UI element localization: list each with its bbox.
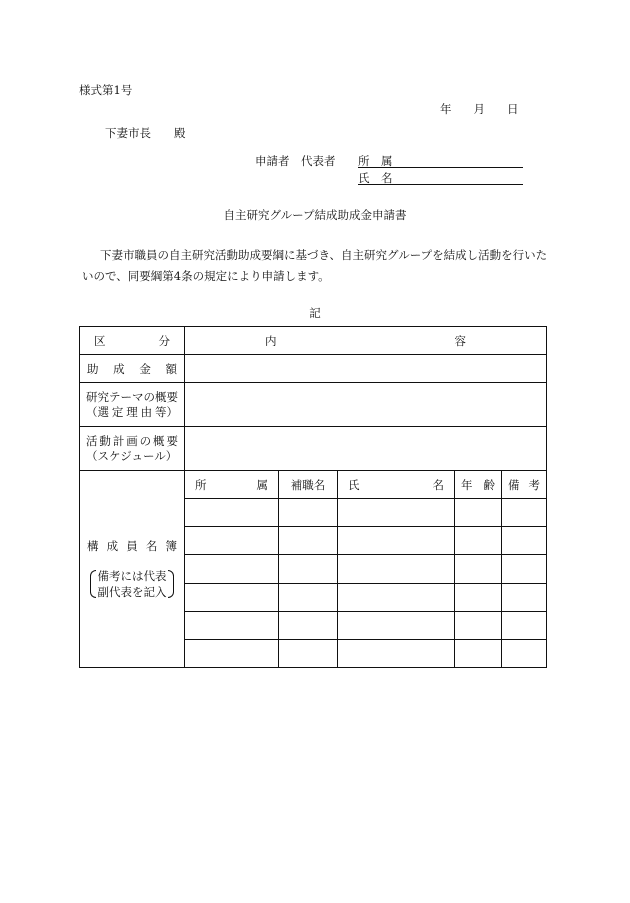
member-remarks-cell[interactable] [502, 639, 547, 667]
table-row [80, 383, 547, 427]
research-theme-char: 等） [155, 404, 178, 419]
member-remarks-cell[interactable] [502, 583, 547, 611]
members-note-line1: 備考には代表 [97, 569, 167, 583]
member-affiliation-cell[interactable] [185, 639, 279, 667]
members-label-char: 成 [106, 539, 119, 553]
col-name-char: 氏 [348, 477, 360, 492]
date-line [440, 101, 519, 117]
member-job-title-cell[interactable] [279, 611, 338, 639]
grant-amount-label [80, 355, 185, 383]
member-affiliation-cell[interactable] [185, 555, 279, 583]
col-age-char: 年 [461, 477, 473, 492]
member-age-cell[interactable] [455, 499, 502, 527]
members-row [80, 471, 547, 668]
activity-plan-label [80, 427, 185, 471]
member-remarks-cell[interactable] [502, 611, 547, 639]
research-theme-line1: 研究テーマの概要 [86, 389, 178, 404]
member-row [185, 555, 546, 583]
col-name-char: 名 [432, 477, 444, 492]
member-name-cell[interactable] [338, 583, 455, 611]
application-table [79, 326, 547, 668]
member-row [185, 527, 546, 555]
grant-amount-field[interactable] [185, 355, 547, 383]
date-year: 年 [440, 102, 452, 116]
member-job-title-cell[interactable] [279, 527, 338, 555]
activity-plan-char: 画 [126, 433, 138, 448]
members-header-row [185, 471, 546, 499]
col-name-header [338, 471, 455, 499]
activity-plan-field[interactable] [185, 427, 547, 471]
member-name-cell[interactable] [338, 499, 455, 527]
col-affiliation-char: 属 [256, 477, 268, 492]
col-affiliation-header [185, 471, 279, 499]
member-affiliation-cell[interactable] [185, 499, 279, 527]
name-label: 氏 名 [358, 171, 393, 185]
col-age-header [455, 471, 502, 499]
document-body: 下妻市職員の自主研究活動助成要綱に基づき、自主研究グループを結成し活動を行いたいので、同要綱第4条の規定により申請します。 [82, 248, 548, 283]
addressee: 下妻市長 殿 [105, 126, 186, 140]
member-job-title-cell[interactable] [279, 639, 338, 667]
grant-amount-char: 金 [139, 361, 151, 376]
members-list-cell [185, 471, 547, 668]
activity-plan-char: 動 [99, 433, 111, 448]
member-name-cell[interactable] [338, 639, 455, 667]
col-remarks-header [502, 471, 547, 499]
activity-plan-char: 概 [153, 433, 165, 448]
member-age-cell[interactable] [455, 639, 502, 667]
member-affiliation-cell[interactable] [185, 583, 279, 611]
name-field [358, 170, 523, 185]
member-row [185, 611, 546, 639]
member-name-cell[interactable] [338, 527, 455, 555]
category-header-char: 区 [94, 333, 106, 348]
members-label-char: 員 [126, 539, 138, 553]
content-header-char: 内 [265, 333, 277, 348]
table-row [80, 355, 547, 383]
members-note-line2: 副代表を記入 [97, 585, 167, 599]
research-theme-char: 理 [126, 404, 138, 419]
affiliation-field [358, 153, 523, 168]
member-name-cell[interactable] [338, 611, 455, 639]
member-row [185, 499, 546, 527]
grant-amount-char: 成 [113, 361, 125, 376]
table-row [80, 427, 547, 471]
member-remarks-cell[interactable] [502, 499, 547, 527]
content-header-char: 容 [454, 333, 466, 348]
document-title: 自主研究グループ結成助成金申請書 [223, 208, 407, 222]
col-affiliation-char: 所 [195, 477, 207, 492]
applicant-label: 申請者 代表者 [255, 154, 336, 168]
grant-amount-char: 助 [87, 361, 99, 376]
category-header [80, 327, 185, 355]
member-remarks-cell[interactable] [502, 555, 547, 583]
members-table [185, 471, 546, 667]
members-label-char: 簿 [165, 539, 177, 553]
form-number: 様式第1号 [79, 83, 133, 97]
date-month: 月 [473, 102, 485, 116]
members-note [94, 568, 170, 600]
member-name-cell[interactable] [338, 555, 455, 583]
category-header-char: 分 [158, 333, 170, 348]
activity-plan-char: 活 [86, 433, 98, 448]
activity-plan-char: 要 [166, 433, 178, 448]
member-age-cell[interactable] [455, 555, 502, 583]
member-remarks-cell[interactable] [502, 527, 547, 555]
members-label-char: 構 [87, 539, 99, 553]
member-job-title-cell[interactable] [279, 499, 338, 527]
col-job-title-header: 補職名 [279, 471, 338, 499]
content-header [185, 327, 547, 355]
date-day: 日 [507, 102, 519, 116]
members-label-char: 名 [145, 539, 158, 553]
member-row [185, 639, 546, 667]
members-label-cell [80, 471, 185, 668]
member-row [185, 583, 546, 611]
col-remarks-char: 備 [508, 477, 520, 492]
col-remarks-char: 考 [528, 477, 540, 492]
ki-label: 記 [309, 306, 321, 320]
research-theme-field[interactable] [185, 383, 547, 427]
member-age-cell[interactable] [455, 527, 502, 555]
affiliation-label: 所 属 [358, 154, 393, 168]
research-theme-char: 由 [140, 404, 153, 419]
table-header-row [80, 327, 547, 355]
member-affiliation-cell[interactable] [185, 527, 279, 555]
activity-plan-line2: （スケジュール） [86, 448, 178, 463]
research-theme-label [80, 383, 185, 427]
member-affiliation-cell[interactable] [185, 611, 279, 639]
member-age-cell[interactable] [455, 611, 502, 639]
research-theme-char: 定 [111, 404, 124, 419]
member-age-cell[interactable] [455, 583, 502, 611]
research-theme-char: （選 [86, 404, 109, 419]
member-job-title-cell[interactable] [279, 583, 338, 611]
member-job-title-cell[interactable] [279, 555, 338, 583]
col-age-char: 齢 [483, 477, 495, 492]
grant-amount-char: 額 [165, 361, 177, 376]
activity-plan-char: 計 [112, 433, 125, 448]
activity-plan-char: の [139, 433, 152, 448]
